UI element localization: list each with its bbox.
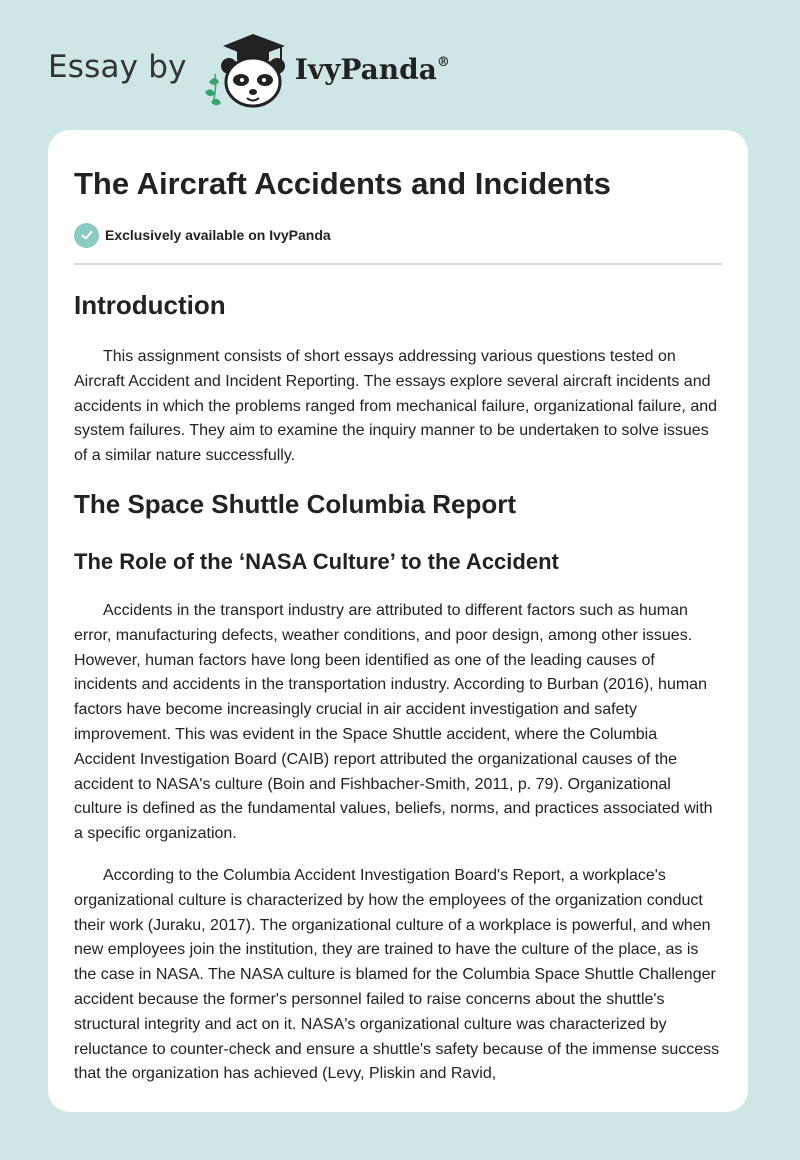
page-title: The Aircraft Accidents and Incidents xyxy=(74,166,611,201)
registered-mark: ® xyxy=(436,54,450,70)
essay-by-label: Essay by xyxy=(48,49,187,85)
section-heading-introduction: Introduction xyxy=(74,290,226,320)
subheading-nasa-culture: The Role of the ‘NASA Culture’ to the Accident xyxy=(74,548,559,574)
divider xyxy=(74,263,722,265)
site-header xyxy=(48,30,450,110)
section-heading-columbia-report: The Space Shuttle Columbia Report xyxy=(74,488,517,519)
brand-name[interactable]: IvyPanda® xyxy=(294,52,450,86)
exclusive-label: Exclusively available on IvyPanda xyxy=(105,227,331,243)
check-icon xyxy=(74,223,99,248)
body-paragraph: Accidents in the transport industry are attributed to different factors such as human error, manufacturing defects, weather conditions, and poor design, among other issues. However, human factors have long been identified as one of the leading causes of incidents and accidents in the transportation industry. According to Burban (2016), human factors have become increasingly crucial in air accident investigation and safety improvement. This was evident in the Space Shuttle accident, where the Columbia Accident Investigation Board (CAIB) report attributed the organizational causes of the accident to NASA's culture (Boin and Fishbacher-Smith, 2011, p. 79). Organizational culture is defined as the fundamental values, beliefs, norms, and practices associated with a specific organization. xyxy=(74,601,713,843)
introduction-paragraph: This assignment consists of short essays addressing various questions tested on Aircraft Accident and Incident Reporting. The essays explore several aircraft incidents and accidents in which the problems ranged from mechanical failure, organizational failure, and system failures. They aim to examine the inquiry manner to be undertaken to solve issues of a similar nature successfully. xyxy=(74,348,718,465)
ivypanda-logo-icon[interactable] xyxy=(201,30,291,110)
body-paragraph: According to the Columbia Accident Investigation Board's Report, a workplace's organizational culture is characterized by how the employees of the organization conduct their work (Juraku, 2017). The organizational culture of a workplace is powerful, and when new employees join the institution, they are trained to have the culture of the place, as is the case in NASA. The NASA culture is blamed for the Columbia Space Shuttle Challenger accident because the former's personnel failed to raise concerns about the shuttle's structural integrity and act on it. NASA's organizational culture was characterized by reluctance to counter-check and ensure a shuttle's safety because of the immense success that the organization has achieved (Levy, Pliskin and Ravid, xyxy=(74,866,720,1083)
essay-card xyxy=(48,130,748,1112)
exclusive-badge xyxy=(74,222,722,248)
